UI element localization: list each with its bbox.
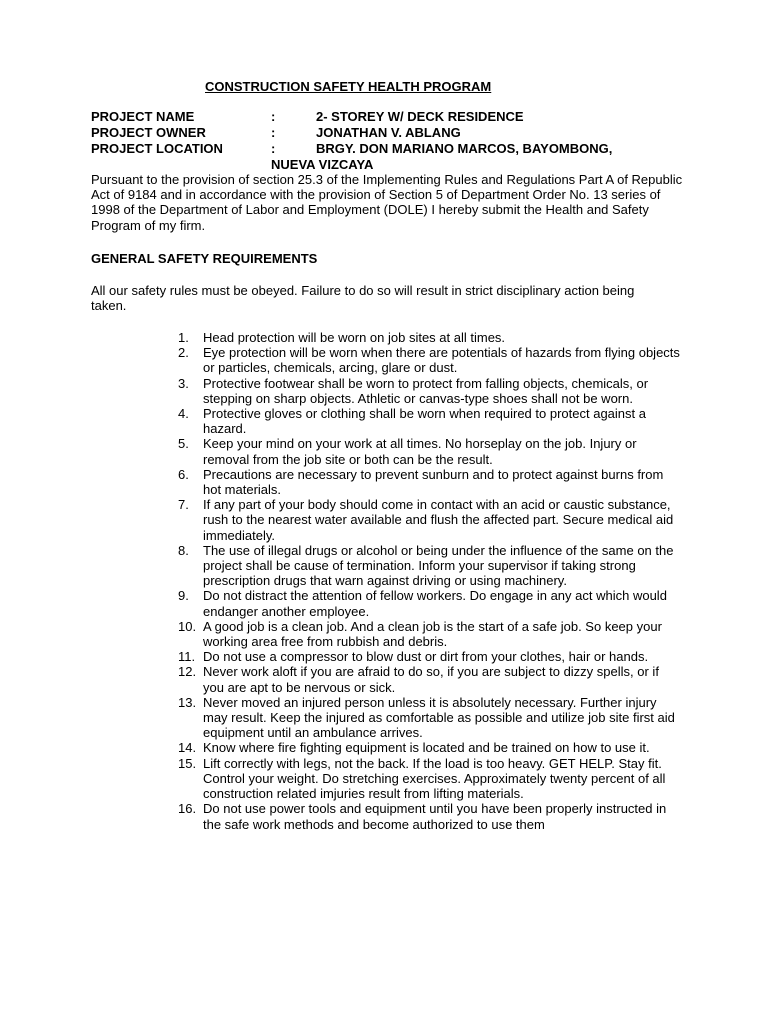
- list-item-text: Do not use a compressor to blow dust or dirt from your clothes, hair or hands.: [203, 649, 649, 665]
- list-item-number: 4.: [178, 406, 189, 422]
- list-item: [178, 497, 683, 543]
- separator: :: [271, 124, 276, 140]
- list-item-text: A good job is a clean job. And a clean job is the start of a safe job. So keep your working area free from rubbish and debris.: [203, 618, 662, 650]
- safety-rules-list: [178, 330, 683, 832]
- list-item-number: 1.: [178, 330, 189, 345]
- list-item-number: 6.: [178, 466, 189, 482]
- list-item: [178, 801, 683, 831]
- list-item-number: 7.: [178, 497, 189, 513]
- list-item: [178, 406, 683, 436]
- list-item-number: 11.: [178, 649, 196, 665]
- separator: :: [271, 109, 276, 124]
- list-item-text: Lift correctly with legs, not the back. If the load is too heavy. GET HELP. Stay fit. Control your weight. Do stretching exercises. Approximately twenty percent of all construction related imjuries result from lifting materials.: [203, 755, 666, 802]
- list-item-text: Keep your mind on your work at all times. No horseplay on the job. Injury or removal from the job site or both can be the result.: [203, 436, 637, 467]
- list-item-number: 14.: [178, 740, 197, 756]
- list-item-number: 3.: [178, 375, 189, 391]
- list-item: [178, 543, 683, 589]
- list-item-text: Know where fire fighting equipment is located and be trained on how to use it.: [203, 740, 650, 756]
- list-item-number: 9.: [178, 588, 189, 604]
- list-item-number: 8.: [178, 542, 189, 558]
- project-owner-row: [91, 125, 711, 141]
- list-item: [178, 588, 683, 618]
- list-item: [178, 695, 683, 741]
- project-name-value: 2- STOREY W/ DECK RESIDENCE: [316, 109, 524, 124]
- separator: :: [271, 140, 276, 156]
- list-item-text: Precautions are necessary to prevent sunburn and to protect against burns from hot materials.: [203, 466, 664, 498]
- list-item-text: Never work aloft if you are afraid to do so, if you are subject to dizzy spells, or if you are apt to be nervous or sick.: [203, 664, 659, 695]
- intro-paragraph: Pursuant to the provision of section 25.3 of the Implementing Rules and Regulations Part A of Republic Act of 9184 and in accordance with the provision of Section 5 of Department Order No. 13 series of 1998 of the Department of Labor and Employment (DOLE) I hereby submit the Health and Safety Program of my firm.: [91, 172, 683, 233]
- list-item-text: Do not distract the attention of fellow workers. Do engage in any act which would endanger another employee.: [203, 588, 667, 619]
- list-item: [178, 376, 683, 406]
- list-item: [178, 649, 683, 664]
- project-location-label: PROJECT LOCATION: [91, 140, 223, 156]
- list-item-text: Never moved an injured person unless it is absolutely necessary. Further injury may result. Keep the injured as comfortable as possible and utilize job site first aid equipment until an ambulance arrives.: [203, 694, 675, 741]
- list-item: [178, 740, 683, 755]
- list-item: [178, 330, 683, 345]
- list-item-number: 13.: [178, 694, 197, 710]
- list-item: [178, 664, 683, 694]
- list-item-text: Protective footwear shall be worn to protect from falling objects, chemicals, or stepping on sharp objects. Athletic or canvas-type shoes shall not be worn.: [203, 375, 649, 406]
- project-location-value: BRGY. DON MARIANO MARCOS, BAYOMBONG,: [316, 140, 613, 156]
- list-item-number: 5.: [178, 436, 189, 452]
- document-title: CONSTRUCTION SAFETY HEALTH PROGRAM: [205, 79, 492, 94]
- list-item-text: Do not use power tools and equipment until you have been properly instructed in the safe work methods and become authorized to use them: [203, 801, 667, 832]
- list-item-text: Head protection will be worn on job sites at all times.: [203, 330, 506, 345]
- list-item: [178, 436, 683, 466]
- section-intro-paragraph: All our safety rules must be obeyed. Failure to do so will result in strict disciplinary action being taken.: [91, 283, 635, 314]
- list-item-text: The use of illegal drugs or alcohol or being under the influence of the same on the project shall be cause of termination. Inform your supervisor if taking strong prescription drugs that warn against driving or using machinery.: [203, 542, 674, 589]
- list-item: [178, 345, 683, 375]
- project-location-value-continued: NUEVA VIZCAYA: [271, 157, 374, 172]
- list-item: [178, 619, 683, 649]
- list-item: [178, 756, 683, 802]
- list-item-number: 2.: [178, 345, 189, 361]
- project-name-label: PROJECT NAME: [91, 109, 195, 124]
- list-item-number: 10.: [178, 618, 197, 634]
- section-heading: GENERAL SAFETY REQUIREMENTS: [91, 251, 318, 266]
- list-item-text: If any part of your body should come in contact with an acid or caustic substance, rush to the nearest water available and flush the affected part. Secure medical aid immediately.: [203, 497, 674, 543]
- list-item-number: 16.: [178, 801, 197, 817]
- project-owner-label: PROJECT OWNER: [91, 124, 206, 140]
- list-item-text: Protective gloves or clothing shall be worn when required to protect against a hazard.: [203, 406, 646, 437]
- project-location-row: [91, 141, 711, 157]
- list-item-number: 15.: [178, 755, 197, 771]
- list-item-number: 12.: [178, 664, 197, 680]
- project-info: [91, 109, 711, 156]
- project-name-row: [91, 109, 711, 125]
- list-item: [178, 467, 683, 497]
- project-owner-value: JONATHAN V. ABLANG: [316, 124, 461, 140]
- list-item-text: Eye protection will be worn when there are potentials of hazards from flying objects or particles, chemicals, arcing, glare or dust.: [203, 345, 680, 376]
